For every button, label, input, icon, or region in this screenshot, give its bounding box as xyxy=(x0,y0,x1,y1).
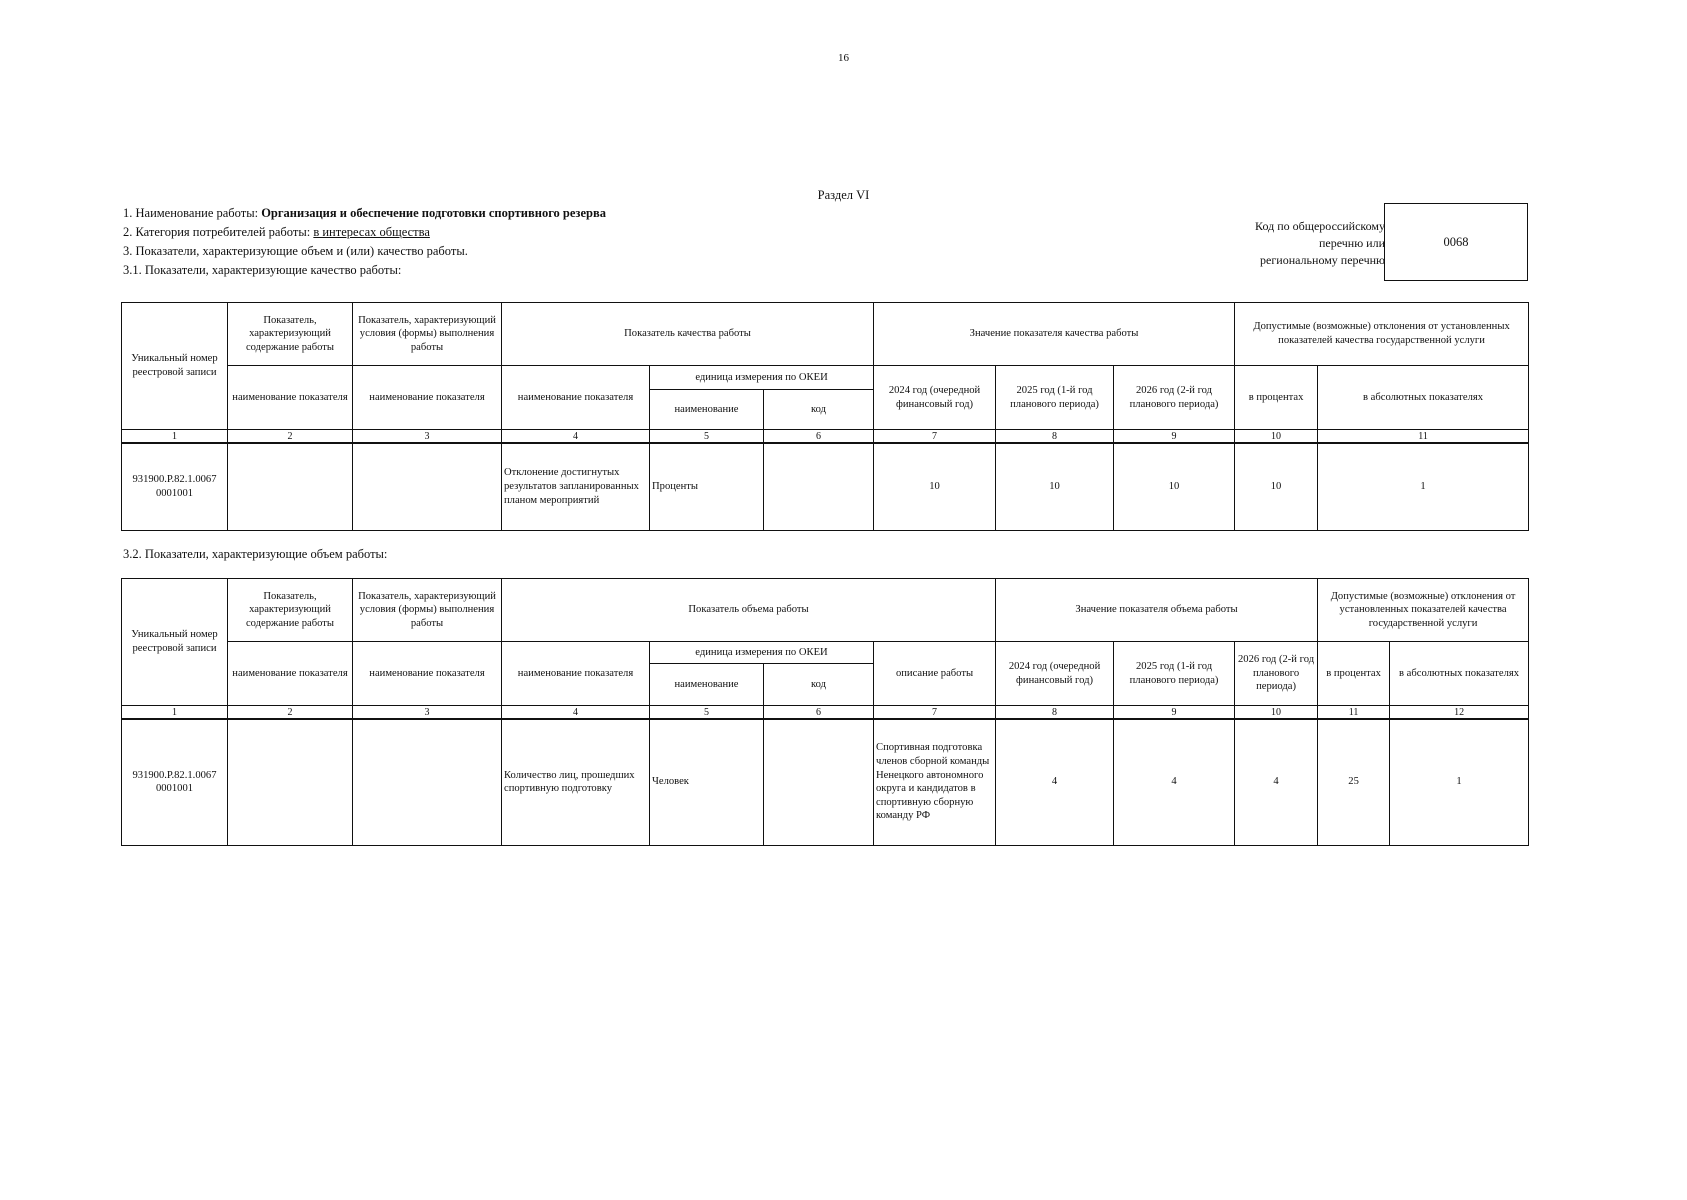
v-col-num: 11 xyxy=(1318,706,1390,720)
q-col-num: 4 xyxy=(502,430,650,444)
v-header-value: Значение показателя объема работы xyxy=(996,579,1318,642)
section-title: Раздел VI xyxy=(817,188,870,202)
q-value-2024: 10 xyxy=(874,443,996,530)
v-col-num: 7 xyxy=(874,706,996,720)
consumer-category-line xyxy=(123,223,430,242)
q-content xyxy=(228,443,353,530)
q-header-absolute: в абсолютных показателях xyxy=(1318,366,1529,430)
v-header-okei-code: код xyxy=(764,664,874,706)
q-header-deviation: Допустимые (возможные) отклонения от установленных показателей качества государственной услуги xyxy=(1235,303,1529,366)
q-unit-code xyxy=(764,443,874,530)
work-name-line xyxy=(123,204,606,223)
q-header-conditions: Показатель, характеризующий условия (формы) выполнения работы xyxy=(353,303,502,366)
v-col-num: 4 xyxy=(502,706,650,720)
v-header-unique: Уникальный номер реестровой записи xyxy=(122,579,228,706)
q-col-num: 5 xyxy=(650,430,764,444)
q-conditions xyxy=(353,443,502,530)
v-col-num: 5 xyxy=(650,706,764,720)
code-label-line3: региональному перечню xyxy=(1260,253,1385,267)
v-header-absolute: в абсолютных показателях xyxy=(1390,642,1529,706)
table-row xyxy=(122,719,1529,845)
q-header-name-conditions: наименование показателя xyxy=(353,366,502,430)
v-column-numbers xyxy=(122,706,1529,720)
q-col-num: 8 xyxy=(996,430,1114,444)
v-header-deviation: Допустимые (возможные) отклонения от установленных показателей качества государственной услуги xyxy=(1318,579,1529,642)
v-col-num: 8 xyxy=(996,706,1114,720)
q-col-num: 10 xyxy=(1235,430,1318,444)
v-header-2025: 2025 год (1-й год планового периода) xyxy=(1114,642,1235,706)
v-value-2024: 4 xyxy=(996,719,1114,845)
code-label-line2: перечню или xyxy=(1318,236,1385,250)
v-col-num: 3 xyxy=(353,706,502,720)
q-header-2025: 2025 год (1-й год планового периода) xyxy=(996,366,1114,430)
v-col-num: 2 xyxy=(228,706,353,720)
v-unit-code xyxy=(764,719,874,845)
q-header-2024: 2024 год (очередной финансовый год) xyxy=(874,366,996,430)
q-header-okei: единица измерения по ОКЕИ xyxy=(650,366,874,390)
v-conditions xyxy=(353,719,502,845)
q-deviation-absolute: 1 xyxy=(1318,443,1529,530)
quality-heading: 3.1. Показатели, характеризующие качество работы: xyxy=(123,263,402,277)
v-content xyxy=(228,719,353,845)
q-col-num: 6 xyxy=(764,430,874,444)
v-header-description: описание работы xyxy=(874,642,996,706)
q-col-num: 7 xyxy=(874,430,996,444)
volume-heading: 3.2. Показатели, характеризующие объем работы: xyxy=(123,547,388,561)
v-col-num: 9 xyxy=(1114,706,1235,720)
v-header-name-indicator: наименование показателя xyxy=(502,642,650,706)
v-header-name-content: наименование показателя xyxy=(228,642,353,706)
code-label xyxy=(1145,218,1385,269)
q-header-unique: Уникальный номер реестровой записи xyxy=(122,303,228,430)
v-value-2026: 4 xyxy=(1235,719,1318,845)
quality-table xyxy=(121,302,1529,531)
v-header-content: Показатель, характеризующий содержание работы xyxy=(228,579,353,642)
consumer-category-label: 2. Категория потребителей работы: xyxy=(123,225,314,239)
v-deviation-absolute: 1 xyxy=(1390,719,1529,845)
q-header-value: Значение показателя качества работы xyxy=(874,303,1235,366)
v-unit-name: Человек xyxy=(650,719,764,845)
v-col-num: 6 xyxy=(764,706,874,720)
q-header-okei-name: наименование xyxy=(650,390,764,430)
table-row xyxy=(122,443,1529,530)
v-header-volume: Показатель объема работы xyxy=(502,579,996,642)
v-col-num: 10 xyxy=(1235,706,1318,720)
q-header-name-content: наименование показателя xyxy=(228,366,353,430)
indicators-line: 3. Показатели, характеризующие объем и (или) качество работы. xyxy=(123,244,468,258)
q-indicator: Отклонение достигнутых результатов запланированных планом мероприятий xyxy=(502,443,650,530)
q-col-num: 1 xyxy=(122,430,228,444)
q-unique-number: 931900.Р.82.1.0067 0001001 xyxy=(122,443,228,530)
v-header-okei-name: наименование xyxy=(650,664,764,706)
v-indicator: Количество лиц, прошедших спортивную подготовку xyxy=(502,719,650,845)
volume-table xyxy=(121,578,1529,846)
q-header-name-indicator: наименование показателя xyxy=(502,366,650,430)
q-header-content: Показатель, характеризующий содержание работы xyxy=(228,303,353,366)
code-box: 0068 xyxy=(1384,203,1528,281)
code-label-line1: Код по общероссийскому xyxy=(1255,219,1385,233)
v-description: Спортивная подготовка членов сборной команды Ненецкого автономного округа и кандидатов в спортивную сборную команду РФ xyxy=(874,719,996,845)
v-deviation-percent: 25 xyxy=(1318,719,1390,845)
v-unique-number: 931900.Р.82.1.0067 0001001 xyxy=(122,719,228,845)
q-header-percent: в процентах xyxy=(1235,366,1318,430)
q-header-okei-code: код xyxy=(764,390,874,430)
q-col-num: 9 xyxy=(1114,430,1235,444)
v-col-num: 1 xyxy=(122,706,228,720)
work-name-value: Организация и обеспечение подготовки спортивного резерва xyxy=(261,206,606,220)
q-deviation-percent: 10 xyxy=(1235,443,1318,530)
consumer-category-value: в интересах общества xyxy=(313,225,430,239)
work-name-label: 1. Наименование работы: xyxy=(123,206,262,220)
q-value-2025: 10 xyxy=(996,443,1114,530)
v-header-percent: в процентах xyxy=(1318,642,1390,706)
q-col-num: 2 xyxy=(228,430,353,444)
v-header-okei: единица измерения по ОКЕИ xyxy=(650,642,874,664)
q-column-numbers xyxy=(122,430,1529,444)
v-header-conditions: Показатель, характеризующий условия (формы) выполнения работы xyxy=(353,579,502,642)
q-col-num: 11 xyxy=(1318,430,1529,444)
v-header-2026: 2026 год (2-й год планового периода) xyxy=(1235,642,1318,706)
q-value-2026: 10 xyxy=(1114,443,1235,530)
q-unit-name: Проценты xyxy=(650,443,764,530)
page-number: 16 xyxy=(838,52,849,64)
q-header-2026: 2026 год (2-й год планового периода) xyxy=(1114,366,1235,430)
q-col-num: 3 xyxy=(353,430,502,444)
v-col-num: 12 xyxy=(1390,706,1529,720)
v-header-name-conditions: наименование показателя xyxy=(353,642,502,706)
q-header-quality: Показатель качества работы xyxy=(502,303,874,366)
v-header-2024: 2024 год (очередной финансовый год) xyxy=(996,642,1114,706)
v-value-2025: 4 xyxy=(1114,719,1235,845)
